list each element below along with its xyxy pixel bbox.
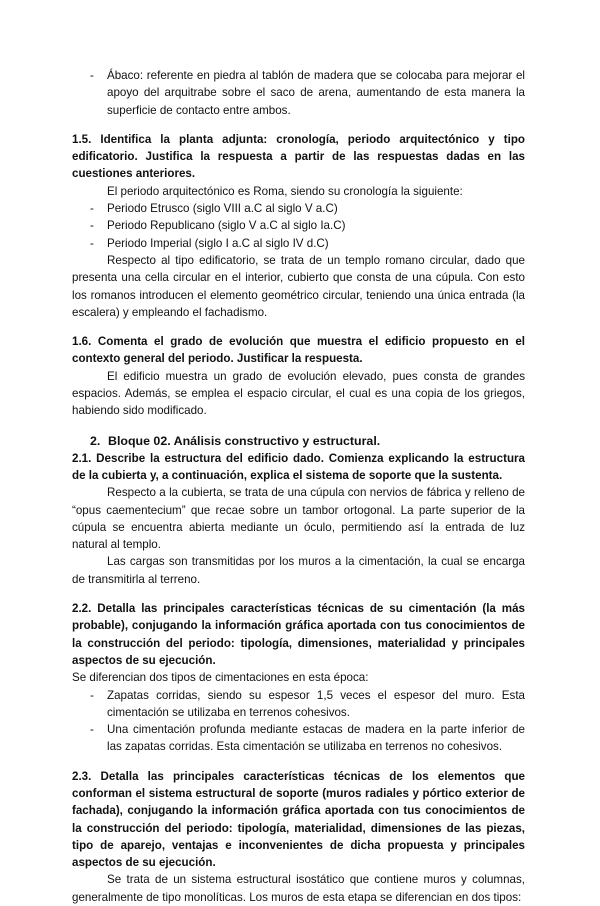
block-2-title — [72, 432, 525, 450]
foundation-type-2: Una cimentación profunda mediante estacas de madera en la parte inferior de las zapatas corridas. Esta cimentación se utilizaba en terrenos no cohesivos. — [107, 723, 525, 754]
abaco-text: Ábaco: referente en piedra al tablón de madera que se colocaba para mejorar el apoyo del arquitrabe sobre el saco de arena, aumentando de esta manera la superficie de contacto entre ambos. — [107, 69, 525, 117]
bullet-dash: - — [90, 69, 94, 82]
section-1-6-heading: 1.6. Comenta el grado de evolución que muestra el edificio propuesto en el contexto general del periodo. Justificar la respuesta. — [72, 335, 525, 366]
foundation-type-1: Zapatas corridas, siendo su espesor 1,5 veces el espesor del muro. Esta cimentación se utilizaba en terrenos cohesivos. — [107, 688, 525, 719]
section-2-1-p2: Las cargas son transmitidas por los muros a la cimentación, la cual se encarga de transmitirla al terreno. — [72, 555, 525, 586]
section-1-5-heading: 1.5. Identifica la planta adjunta: cronología, periodo arquitectónico y tipo edificatorio. Justifica la respuesta a partir de las respuestas dadas en las cuestiones anteriores. — [72, 132, 525, 181]
block-title-text: Bloque 02. Análisis constructivo y estructural. — [108, 433, 381, 448]
section-1-6-body: El edificio muestra un grado de evolución elevado, pues consta de grandes espacios. Además, se emplea el espacio circular, el cual es una copia de los griegos, habiendo sido modificado. — [72, 369, 525, 418]
foundation-list — [72, 687, 525, 756]
bullet-dash: - — [90, 236, 94, 250]
section-2-3-heading: 2.3. Detalla las principales características técnicas de los elementos que conforman el sistema estructural de soporte (muros radiales y pórtico exterior de fachada), conjugando la información gráfica aportada con tus conocimientos de la construcción del periodo: tipología, materialidad, dimensiones de las piezas, tipo de aparejo, ventajas e inconvenientes de dicha propuesta y principales aspectos de su ejecución. — [72, 769, 525, 870]
bullet-dash: - — [90, 688, 94, 702]
list-item — [72, 687, 525, 722]
list-item — [72, 721, 525, 756]
period-etrusco: Periodo Etrusco (siglo VIII a.C al siglo V a.C) — [107, 202, 338, 216]
section-2-2-intro: Se diferencian dos tipos de cimentaciones en esta época: — [72, 671, 369, 685]
period-republicano: Periodo Republicano (siglo V a.C al siglo Ia.C) — [107, 219, 346, 233]
period-imperial: Periodo Imperial (siglo I a.C al siglo IV d.C) — [107, 236, 329, 250]
list-item — [72, 235, 525, 252]
section-1-5-intro: El periodo arquitectónico es Roma, siendo su cronología la siguiente: — [107, 184, 463, 198]
bullet-dash: - — [90, 219, 94, 233]
abaco-list — [72, 67, 525, 119]
bullet-dash: - — [90, 202, 94, 216]
section-2-1-p1: Respecto a la cubierta, se trata de una cúpula con nervios de fábrica y relleno de “opus caementecium” que recae sobre un tambor ortogonal. La parte superior de la cúpula se encuentra abierta mediante un óculo, permitiendo así la entrada de luz natural al templo. — [72, 486, 525, 552]
section-2-2-heading: 2.2. Detalla las principales características técnicas de su cimentación (la más probable), conjugando la información gráfica aportada con tus conocimientos de la construcción del periodo: tipología, dimensiones, materialidad y principales aspectos de su ejecución. — [72, 602, 525, 667]
section-2-1-heading: 2.1. Describe la estructura del edificio dado. Comienza explicando la estructura de la cubierta y, a continuación, explica el sistema de soporte que la sustenta. — [72, 451, 525, 482]
list-item — [72, 200, 525, 217]
list-item — [72, 217, 525, 234]
section-1-5-body: Respecto al tipo edificatorio, se trata de un templo romano circular, dado que presenta una cella circular en el interior, cubierto que consta de una cúpula. Con esto los romanos introducen el elemento geométrico circular, teniendo una única entrada (la escalera) y empleando el fachadismo. — [72, 253, 525, 319]
block-number: 2. — [90, 433, 101, 448]
list-item — [72, 67, 525, 119]
section-2-3-body: Se trata de un sistema estructural isostático que contiene muros y columnas, generalmente de tipo monolíticas. Los muros de esta etapa se diferencian en dos tipos: — [72, 873, 525, 904]
bullet-dash: - — [90, 723, 94, 737]
periods-list — [72, 200, 525, 252]
